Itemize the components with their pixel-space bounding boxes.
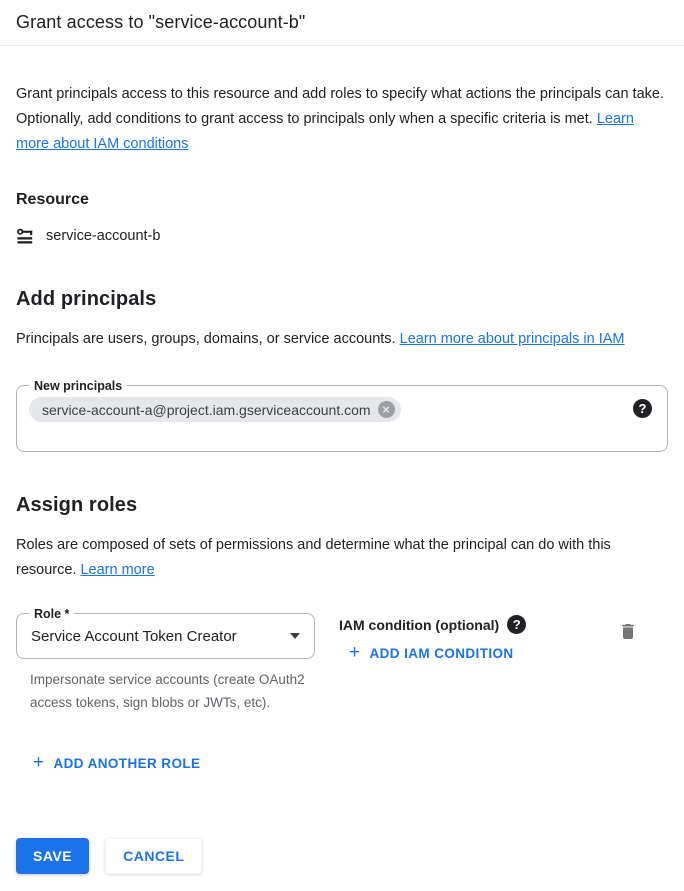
add-another-role-label: ADD ANOTHER ROLE [53, 755, 201, 771]
plus-icon: + [349, 642, 361, 663]
intro-text: Grant principals access to this resource and add roles to specify what actions the principals can take. Optionally, add conditions to grant access to principals only when a specific criteria is met. [16, 86, 664, 127]
condition-label-row [339, 615, 618, 634]
principals-learn-more-link[interactable]: Learn more about principals in IAM [399, 331, 625, 347]
condition-label: IAM condition (optional) [339, 616, 500, 633]
cancel-button[interactable]: CANCEL [105, 838, 202, 874]
resource-heading: Resource [16, 191, 89, 208]
role-row [16, 607, 668, 714]
delete-role-column [618, 613, 668, 647]
roles-learn-more-link[interactable]: Learn more [80, 562, 155, 578]
principals-paragraph [16, 327, 668, 352]
role-label: Role * [29, 605, 74, 623]
footer-actions [16, 838, 202, 874]
principal-chip-text: service-account-a@project.iam.gserviceaccount.com [42, 401, 371, 418]
role-column [16, 607, 315, 714]
add-iam-condition-label: ADD IAM CONDITION [369, 645, 514, 661]
add-role-row [16, 752, 668, 773]
dialog-title: Grant access to "service-account-b" [16, 12, 306, 32]
add-principals-heading: Add principals [16, 288, 157, 310]
add-iam-condition-button[interactable] [349, 642, 514, 663]
help-icon[interactable]: ? [633, 399, 652, 418]
plus-icon: + [33, 752, 45, 773]
intro-paragraph [16, 82, 668, 157]
iam-conditions-link[interactable]: Learn more about IAM conditions [16, 111, 634, 152]
assign-roles-heading: Assign roles [16, 494, 138, 516]
new-principals-label: New principals [29, 377, 127, 395]
role-description: Impersonate service accounts (create OAuth2 access tokens, sign blobs or JWTs, etc). [30, 672, 305, 710]
save-button[interactable]: SAVE [16, 838, 89, 874]
principals-text: Principals are users, groups, domains, or service accounts. [16, 331, 396, 347]
condition-help-icon[interactable]: ? [507, 615, 526, 634]
role-select-field [16, 607, 315, 659]
chevron-down-icon [290, 633, 300, 639]
dialog-header [0, 0, 684, 46]
condition-column [339, 613, 618, 663]
new-principals-field[interactable] [16, 379, 668, 452]
service-account-icon [16, 226, 37, 246]
roles-text: Roles are composed of sets of permissions and determine what the principal can do with this resource. [16, 537, 611, 578]
add-another-role-button[interactable] [33, 752, 201, 773]
delete-role-button[interactable] [618, 621, 638, 642]
trash-icon [618, 621, 638, 642]
resource-name: service-account-b [46, 228, 161, 244]
roles-paragraph [16, 533, 668, 583]
dialog-body [0, 82, 684, 773]
resource-row [16, 226, 668, 246]
principal-chip [29, 397, 401, 422]
role-value: Service Account Token Creator [31, 627, 237, 645]
close-icon[interactable]: × [378, 401, 395, 418]
